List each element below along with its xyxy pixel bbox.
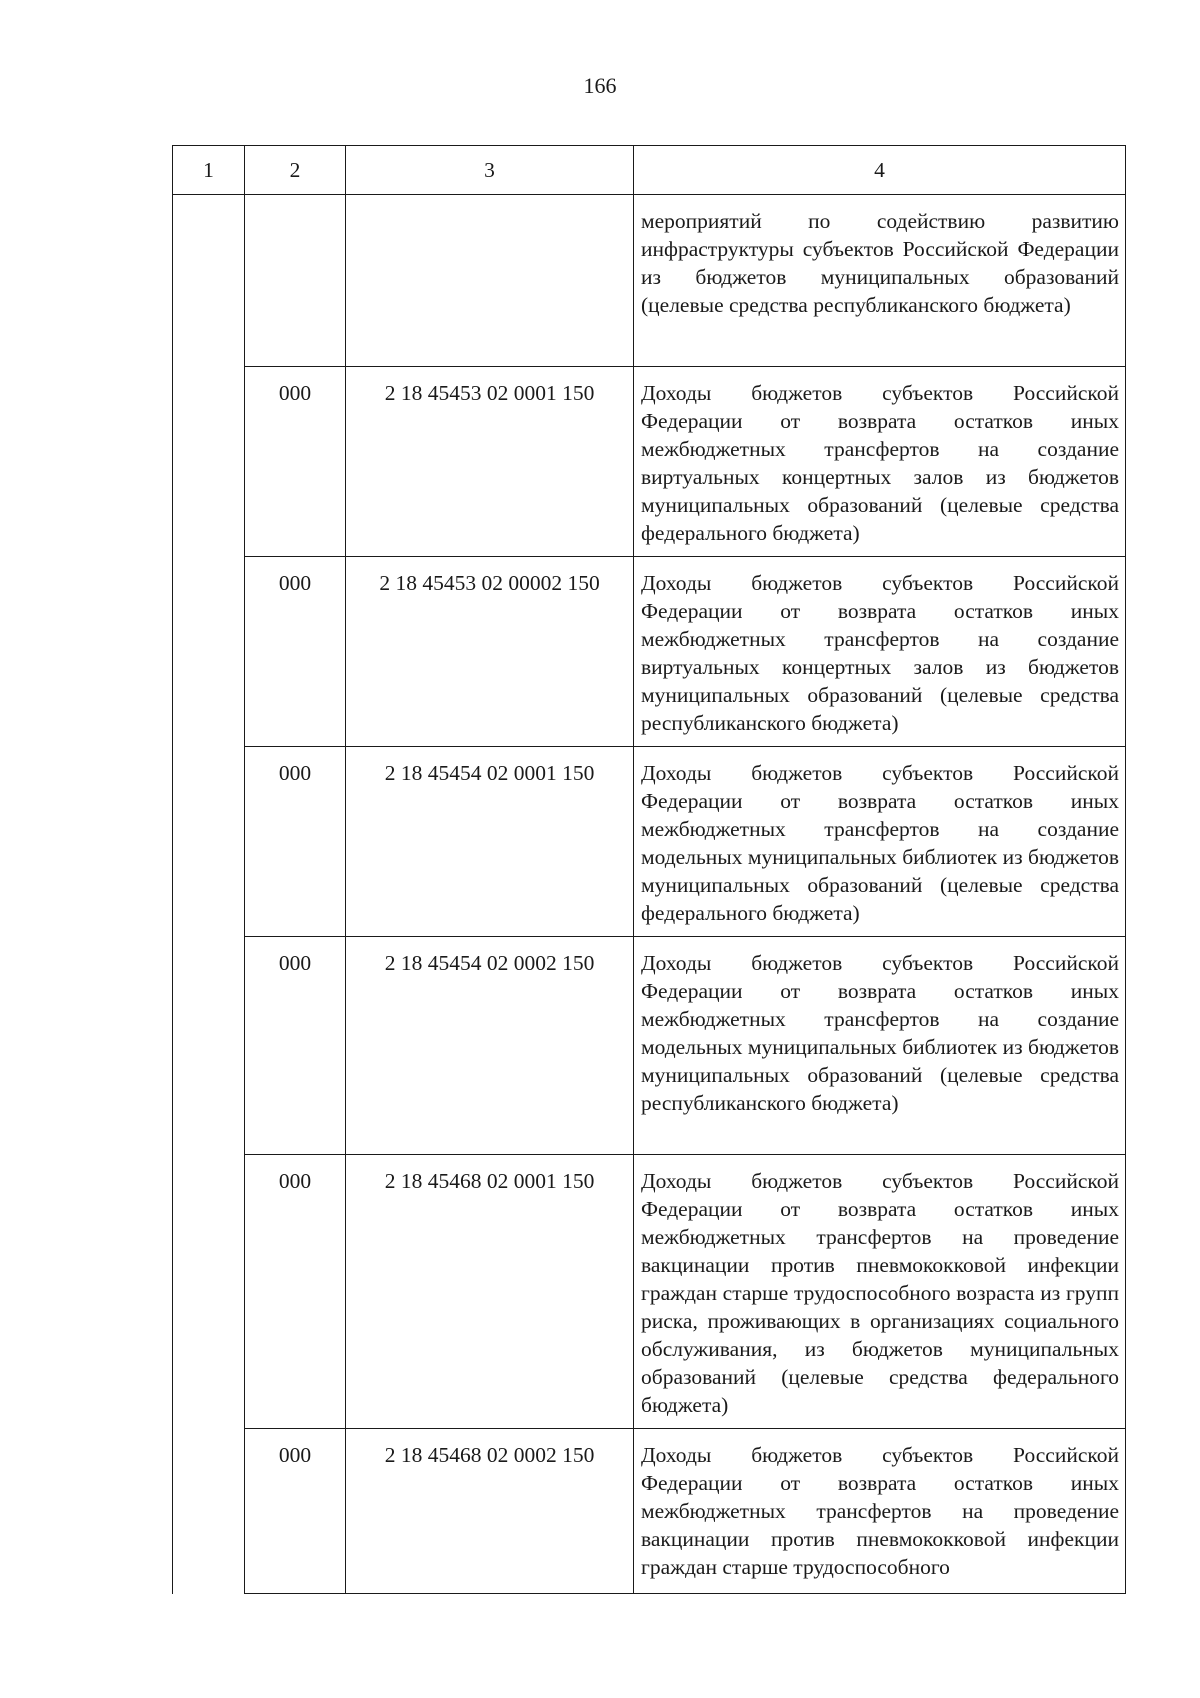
page-number: 166	[583, 73, 617, 98]
description-cell: Доходы бюджетов субъектов Российской Федерации от возврата остатков иных межбюджетных трансфертов на проведение вакцинации против пневмококковой инфекции граждан старше трудоспособного возраста из групп риска, проживающих в организациях социального обслуживания, из бюджетов муниципальных образований (целевые средства федерального бюджета)	[634, 1155, 1126, 1429]
admin-code-cell: 000	[245, 1155, 346, 1429]
description-cell: Доходы бюджетов субъектов Российской Федерации от возврата остатков иных межбюджетных трансфертов на создание модельных муниципальных библиотек из бюджетов муниципальных образований (целевые средства республиканского бюджета)	[634, 937, 1126, 1155]
kbk-code-cell: 2 18 45453 02 00002 150	[346, 557, 634, 747]
number-cell	[173, 195, 245, 1594]
revenue-codes-table	[172, 145, 1126, 1594]
description-cell: Доходы бюджетов субъектов Российской Федерации от возврата остатков иных межбюджетных трансфертов на создание виртуальных концертных залов из бюджетов муниципальных образований (целевые средства республиканского бюджета)	[634, 557, 1126, 747]
kbk-code-cell: 2 18 45454 02 0001 150	[346, 747, 634, 937]
admin-code-cell: 000	[245, 1429, 346, 1594]
admin-code-cell	[245, 195, 346, 367]
table-row	[173, 557, 1126, 747]
admin-code-cell: 000	[245, 367, 346, 557]
column-header-4: 4	[634, 146, 1126, 195]
kbk-code-cell: 2 18 45454 02 0002 150	[346, 937, 634, 1155]
kbk-code-cell: 2 18 45468 02 0001 150	[346, 1155, 634, 1429]
table-row	[173, 1429, 1126, 1594]
table-row	[173, 937, 1126, 1155]
column-header-2: 2	[245, 146, 346, 195]
column-header-3: 3	[346, 146, 634, 195]
kbk-code-cell	[346, 195, 634, 367]
table-header-row	[173, 146, 1126, 195]
table-row	[173, 747, 1126, 937]
description-cell: мероприятий по содействию развитию инфраструктуры субъектов Российской Федерации из бюджетов муниципальных образований (целевые средства республиканского бюджета)	[634, 195, 1126, 367]
kbk-code-cell: 2 18 45468 02 0002 150	[346, 1429, 634, 1594]
description-cell: Доходы бюджетов субъектов Российской Федерации от возврата остатков иных межбюджетных трансфертов на создание модельных муниципальных библиотек из бюджетов муниципальных образований (целевые средства федерального бюджета)	[634, 747, 1126, 937]
kbk-code-cell: 2 18 45453 02 0001 150	[346, 367, 634, 557]
table-row	[173, 1155, 1126, 1429]
admin-code-cell: 000	[245, 557, 346, 747]
admin-code-cell: 000	[245, 747, 346, 937]
description-cell: Доходы бюджетов субъектов Российской Федерации от возврата остатков иных межбюджетных трансфертов на создание виртуальных концертных залов из бюджетов муниципальных образований (целевые средства федерального бюджета)	[634, 367, 1126, 557]
admin-code-cell: 000	[245, 937, 346, 1155]
column-header-1: 1	[173, 146, 245, 195]
description-cell: Доходы бюджетов субъектов Российской Федерации от возврата остатков иных межбюджетных трансфертов на проведение вакцинации против пневмококковой инфекции граждан старше трудоспособного	[634, 1429, 1126, 1594]
table-row	[173, 367, 1126, 557]
table-row	[173, 195, 1126, 367]
